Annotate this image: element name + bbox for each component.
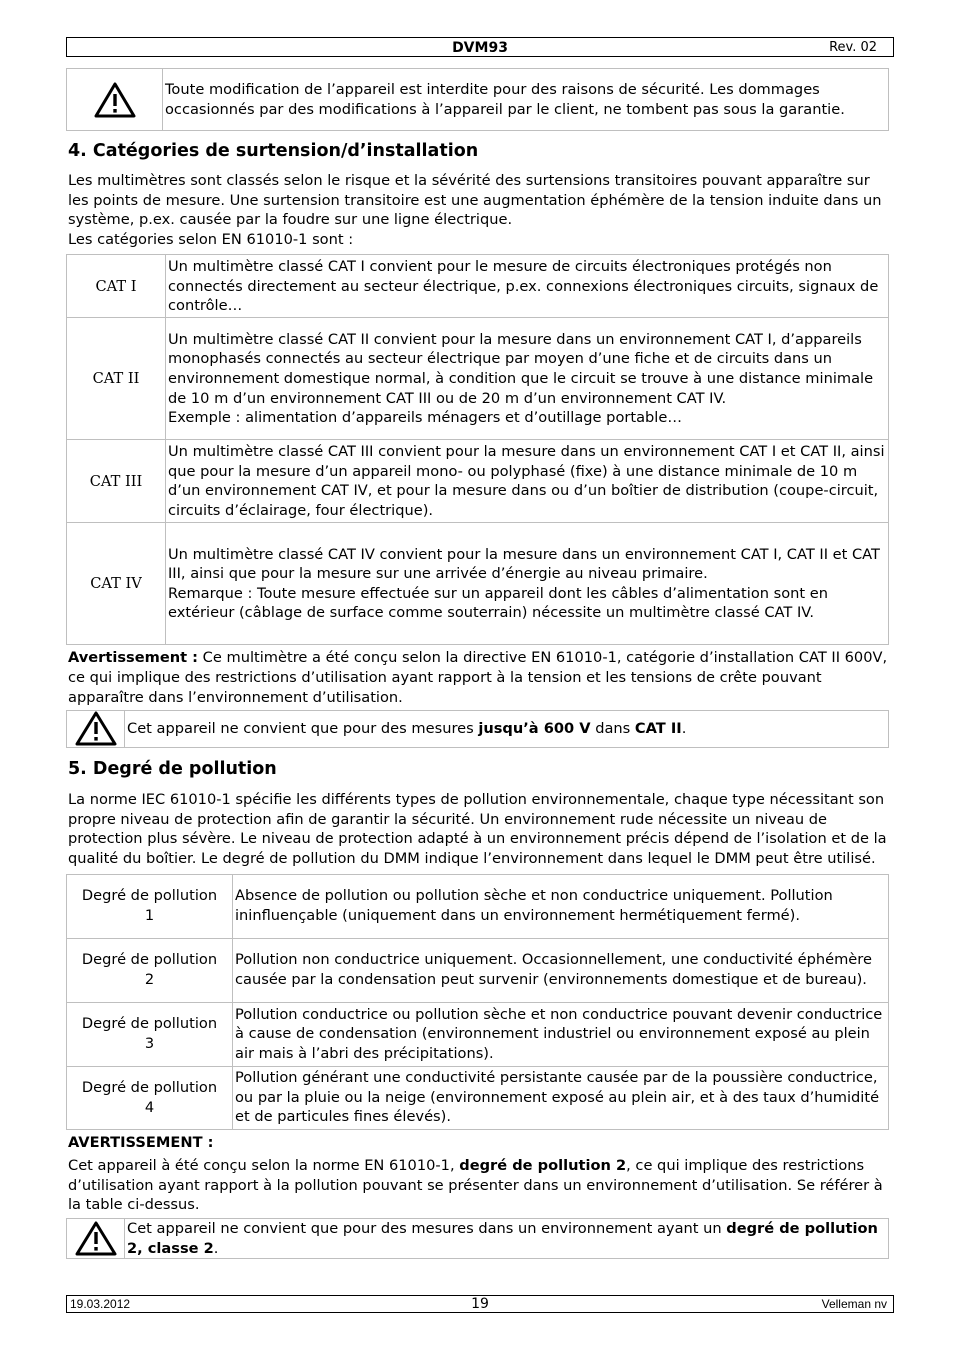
- warning-triangle-icon: [67, 1218, 125, 1258]
- footer-brand: Velleman nv: [821, 1297, 887, 1311]
- table-row: [67, 1002, 889, 1066]
- model-name: DVM93: [452, 40, 508, 56]
- warning-triangle-icon: [67, 711, 125, 748]
- category-table: [66, 254, 889, 645]
- category-label: CAT III: [67, 440, 166, 523]
- pollution-description: Absence de pollution ou pollution sèche et non conductrice uniquement. Pollution ininfluençable (uniquement dans un environnement hermétiquement fermé).: [233, 874, 889, 938]
- warning-text: Ce multimètre a été conçu selon la directive EN 61010-1, catégorie d’installation CAT II 600V, ce qui implique des restrictions d’utilisation ayant rapport à la tension et les tensions de crête pouvant apparaître dans l’environnement d’utilisation.: [68, 649, 888, 706]
- section-4-intro: Les multimètres sont classés selon le risque et la sévérité des surtensions transitoires pouvant apparaître sur les points de mesure. Une surtension transitoire est une augmentation éphémère de la tension induite dans un système, p.ex. causée par la foudre sur une ligne électrique.: [68, 172, 882, 229]
- section-4-warning: [66, 648, 889, 707]
- table-row: [67, 255, 889, 318]
- warning-label: Avertissement :: [68, 649, 199, 667]
- voltage-note-text: Cet appareil ne convient que pour des mesures jusqu’à 600 V dans CAT II.: [125, 711, 889, 748]
- page-number: 19: [471, 1296, 489, 1312]
- section-5-title: 5. Degré de pollution: [68, 759, 277, 780]
- pollution-description: Pollution générant une conductivité persistante causée par de la poussière conductrice, ou par la pluie ou la neige (environnement exposé au plein air, et à des taux d’humidité et de particules fines élevés).: [233, 1066, 889, 1129]
- category-description: Un multimètre classé CAT IV convient pour la mesure dans un environnement CAT I, CAT II et CAT III, ainsi que pour la mesure sur une arrivée d’énergie au niveau primaire. Remarque : Toute mesure effectuée sur un appareil dont les câbles d’alimentation sont en extérieur (câblage de surface comme souterrain) nécessite un multimètre classé CAT IV.: [166, 523, 889, 645]
- document-body: [66, 68, 889, 1259]
- intro-warning-text: Toute modification de l’appareil est interdite pour des raisons de sécurité. Les dommages occasionnés par des modifications à l’appareil par le client, ne tombent pas sous la garantie.: [163, 69, 889, 131]
- pollution-label: Degré de pollution 3: [67, 1002, 233, 1066]
- table-row: [67, 523, 889, 645]
- table-row: [67, 440, 889, 523]
- category-label: CAT IV: [67, 523, 166, 645]
- pollution-description: Pollution conductrice ou pollution sèche et non conductrice pouvant devenir conductrice à cause de condensation (environnement industriel ou environnement exposé au plein air mais à l’abri des précipitations).: [233, 1002, 889, 1066]
- intro-warning-box: [66, 68, 889, 131]
- pollution-table: [66, 874, 889, 1130]
- page-header: [66, 37, 894, 57]
- category-label: CAT II: [67, 318, 166, 440]
- table-row: [67, 318, 889, 440]
- section-5-warning: Cet appareil à été conçu selon la norme EN 61010-1, degré de pollution 2, ce qui implique des restrictions d’utilisation ayant rapport à la pollution pouvant se présenter dans un environnement d’utilisation. Se référer à la table ci-dessus.: [68, 1157, 883, 1214]
- table-row: [67, 1066, 889, 1129]
- category-description: Un multimètre classé CAT I convient pour le mesure de circuits électroniques protégés non connectés directement au secteur électrique, p.ex. connexions électroniques circuits, signaux de contrôle…: [166, 255, 889, 318]
- table-row: [67, 938, 889, 1002]
- category-label: CAT I: [67, 255, 166, 318]
- section-4-intro-2: Les catégories selon EN 61010-1 sont :: [68, 230, 354, 248]
- footer-date: 19.03.2012: [70, 1297, 131, 1311]
- voltage-note-box: [66, 710, 889, 748]
- category-description: Un multimètre classé CAT II convient pour la mesure dans un environnement CAT I, d’appareils monophasés connectés au secteur électrique par moyen d’une fiche et de circuits dans un environnement domestique normal, à condition que le circuit se trouve à une distance minimale de 10 m d’un environnement CAT III ou de 20 m d’un environnement CAT IV. Exemple : alimentation d’appareils ménagers et d’outillage portable…: [166, 318, 889, 440]
- pollution-label: Degré de pollution 1: [67, 874, 233, 938]
- pollution-note-box: [66, 1218, 889, 1259]
- page-footer: [66, 1295, 894, 1313]
- pollution-label: Degré de pollution 2: [67, 938, 233, 1002]
- revision-label: Rev. 02: [829, 40, 877, 55]
- warning-triangle-icon: [67, 69, 163, 131]
- section-4-title: 4. Catégories de surtension/d’installation: [68, 141, 479, 161]
- pollution-label: Degré de pollution 4: [67, 1066, 233, 1129]
- category-description: Un multimètre classé CAT III convient pour la mesure dans un environnement CAT I et CAT II, ainsi que pour la mesure d’un appareil mono- ou polyphasé (fixe) à une distance minimale de 10 m d’un environnement CAT IV, et pour la mesure dans ou d’un boîtier de distribution (coupe-circuit, circuits d’éclairage, four électrique).: [166, 440, 889, 523]
- section-5-intro: La norme IEC 61010-1 spécifie les différents types de pollution environnementale, chaque type nécessitant son propre niveau de protection afin de garantir la sécurité. Un environnement rude nécessite un niveau de protection plus sévère. Le niveau de protection adapté à un environnement précis dépend de l’isolation et de la qualité du boîtier. Le degré de pollution du DMM indique l’environnement dans lequel le DMM peut être utilisé.: [68, 791, 887, 867]
- pollution-description: Pollution non conductrice uniquement. Occasionnellement, une conductivité éphémère causée par la condensation peut survenir (environnements domestique et de bureau).: [233, 938, 889, 1002]
- table-row: [67, 874, 889, 938]
- section-5-warning-title: AVERTISSEMENT :: [68, 1133, 214, 1151]
- pollution-note-text: Cet appareil ne convient que pour des mesures dans un environnement ayant un degré de pollution 2, classe 2.: [125, 1218, 889, 1258]
